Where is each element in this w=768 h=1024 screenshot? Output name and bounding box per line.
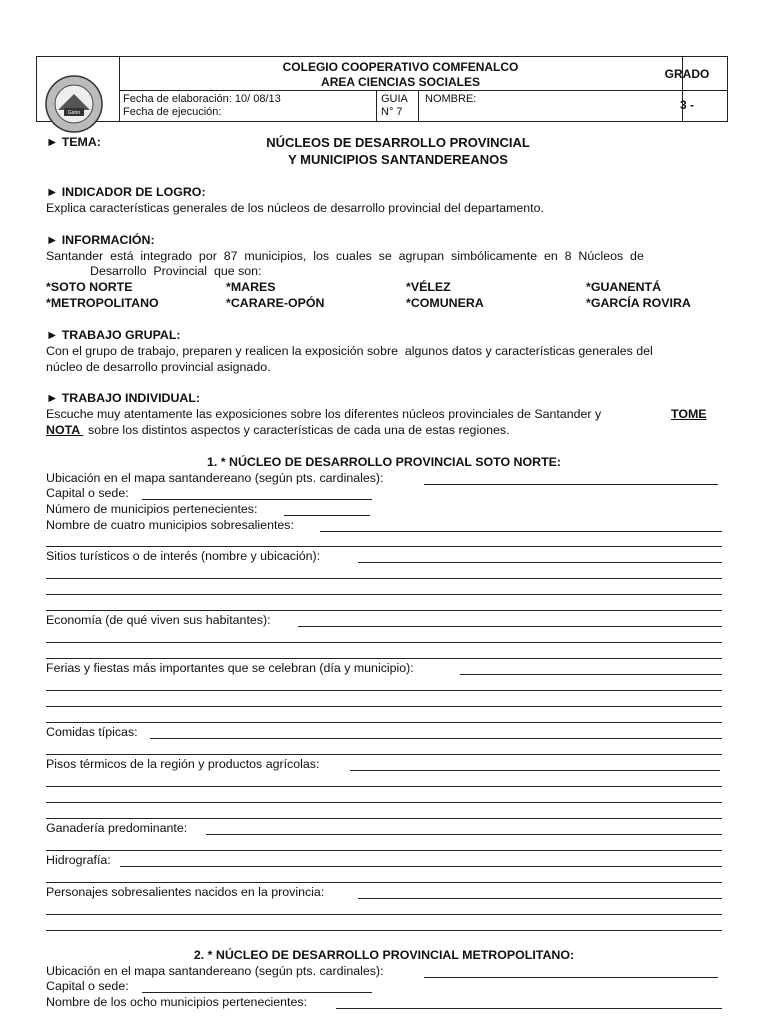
s1-ferias-line[interactable] <box>46 690 722 691</box>
informacion-line-1: Santander está integrado por 87 municipios, los cuales se agrupan simbólicamente en 8 Núcleos de <box>46 249 644 263</box>
guia-cell <box>377 91 419 121</box>
grupal-line-1: Con el grupo de trabajo, preparen y realicen la exposición sobre algunos datos y características generales del <box>46 344 653 358</box>
svg-text:Girón: Girón <box>67 110 81 116</box>
informacion-line-2: Desarrollo Provincial que son: <box>90 264 262 278</box>
s2-capital-field[interactable] <box>142 992 372 993</box>
nucleo-velez: *VÉLEZ <box>406 280 451 294</box>
individual-label: ► TRABAJO INDIVIDUAL: <box>46 391 201 405</box>
school-seal-logo <box>44 74 104 134</box>
s1-pisos-line[interactable] <box>46 802 722 803</box>
s1-pisos-line[interactable] <box>46 818 722 819</box>
nucleo-soto-norte: *SOTO NORTE <box>46 280 133 294</box>
s1-pisos-line[interactable] <box>46 786 722 787</box>
s1-sitios-line[interactable] <box>46 594 722 595</box>
s1-ubicacion-field[interactable] <box>424 484 718 485</box>
school-name: COLEGIO COOPERATIVO COMFENALCO <box>282 60 519 74</box>
grado-value: 3 - <box>679 98 694 112</box>
s1-comidas-line[interactable] <box>46 754 722 755</box>
s1-pisos-field[interactable] <box>350 770 720 771</box>
s1-economia-line[interactable] <box>46 658 722 659</box>
s2-ocho-label: Nombre de los ocho municipios pertenecientes: <box>46 995 308 1009</box>
s1-personajes-label: Personajes sobresalientes nacidos en la provincia: <box>46 885 325 899</box>
s1-ubicacion-label: Ubicación en el mapa santandereano (según pts. cardinales): <box>46 471 384 485</box>
s1-economia-line[interactable] <box>46 642 722 643</box>
s1-ganaderia-line[interactable] <box>46 850 722 851</box>
area-name: AREA CIENCIAS SOCIALES <box>321 75 480 89</box>
s1-hidrografia-label: Hidrografía: <box>46 853 111 867</box>
informacion-label: ► INFORMACIÓN: <box>46 233 155 247</box>
individual-line-2: sobre los distintos aspectos y características de cada una de estas regiones. <box>88 423 510 437</box>
nombre-field[interactable]: NOMBRE: <box>419 91 683 121</box>
nucleo-guanenta: *GUANENTÁ <box>586 280 662 294</box>
s1-ganaderia-label: Ganadería predominante: <box>46 821 188 835</box>
s1-ferias-line[interactable] <box>46 722 722 723</box>
s1-ferias-field[interactable] <box>460 674 722 675</box>
s1-pisos-label: Pisos térmicos de la región y productos agrícolas: <box>46 757 320 771</box>
indicador-text: Explica características generales de los núcleos de desarrollo provincial del departamento. <box>46 201 544 215</box>
nucleo-metropolitano: *METROPOLITANO <box>46 296 159 310</box>
s1-sitios-line[interactable] <box>46 610 722 611</box>
dates-cell <box>119 91 377 121</box>
indicador-label: ► INDICADOR DE LOGRO: <box>46 185 206 199</box>
grado-label: GRADO <box>664 67 710 81</box>
tema-title-1: NÚCLEOS DE DESARROLLO PROVINCIAL <box>266 135 530 150</box>
s1-numero-label: Número de municipios pertenecientes: <box>46 502 258 516</box>
s1-capital-label: Capital o sede: <box>46 486 129 500</box>
tema-label: ► TEMA: <box>46 135 101 149</box>
individual-line-1: Escuche muy atentamente las exposiciones sobre los diferentes núcleos provinciales de Santander y <box>46 407 602 421</box>
section2-title: 2. * NÚCLEO DE DESARROLLO PROVINCIAL METROPOLITANO: <box>193 948 575 962</box>
s1-personajes-field[interactable] <box>358 898 722 899</box>
fecha-ejecucion: Fecha de ejecución: <box>123 106 222 118</box>
s1-personajes-line[interactable] <box>46 914 722 915</box>
s1-ganaderia-field[interactable] <box>206 834 722 835</box>
s1-cuatro-field[interactable] <box>320 531 722 532</box>
guia-label: GUIA <box>381 93 408 105</box>
s1-sitios-field[interactable] <box>358 562 722 563</box>
s1-cuatro-line[interactable] <box>46 546 722 547</box>
nucleo-comunera: *COMUNERA <box>406 296 484 310</box>
grupal-label: ► TRABAJO GRUPAL: <box>46 328 181 342</box>
s1-sitios-label: Sitios turísticos o de interés (nombre y ubicación): <box>46 549 321 563</box>
s1-economia-field[interactable] <box>298 626 722 627</box>
nucleo-mares: *MARES <box>226 280 276 294</box>
s2-ubicacion-field[interactable] <box>424 977 718 978</box>
tema-title-2: Y MUNICIPIOS SANTANDEREANOS <box>288 152 508 167</box>
header-table <box>36 56 728 122</box>
s1-comidas-label: Comidas típicas: <box>46 725 138 739</box>
s1-cuatro-label: Nombre de cuatro municipios sobresalientes: <box>46 518 294 532</box>
s1-sitios-line[interactable] <box>46 578 722 579</box>
s1-comidas-field[interactable] <box>150 738 722 739</box>
title-cell <box>119 57 683 91</box>
nucleo-carare-opon: *CARARE-OPÓN <box>226 296 325 310</box>
s1-economia-label: Economía (de qué viven sus habitantes): <box>46 613 271 627</box>
s1-personajes-line[interactable] <box>46 930 722 931</box>
s1-ferias-line[interactable] <box>46 706 722 707</box>
guia-number: N° 7 <box>381 106 403 118</box>
grupal-line-2: núcleo de desarrollo provincial asignado. <box>46 360 271 374</box>
section1-title: 1. * NÚCLEO DE DESARROLLO PROVINCIAL SOTO NORTE: <box>206 455 562 469</box>
fecha-elaboracion: Fecha de elaboración: 10/ 08/13 <box>123 93 281 105</box>
nucleo-garcia-rovira: *GARCÍA ROVIRA <box>586 296 691 310</box>
s1-ferias-label: Ferias y fiestas más importantes que se celebran (día y municipio): <box>46 661 414 675</box>
s2-capital-label: Capital o sede: <box>46 979 129 993</box>
nota-emphasis: NOTA <box>46 423 84 437</box>
s1-hidrografia-line[interactable] <box>46 882 722 883</box>
tome-emphasis: TOME <box>671 407 707 421</box>
s1-capital-field[interactable] <box>142 499 372 500</box>
s1-numero-field[interactable] <box>284 515 370 516</box>
s2-ocho-field[interactable] <box>336 1008 722 1009</box>
s1-hidrografia-field[interactable] <box>120 866 722 867</box>
s2-ubicacion-label: Ubicación en el mapa santandereano (según pts. cardinales): <box>46 964 384 978</box>
